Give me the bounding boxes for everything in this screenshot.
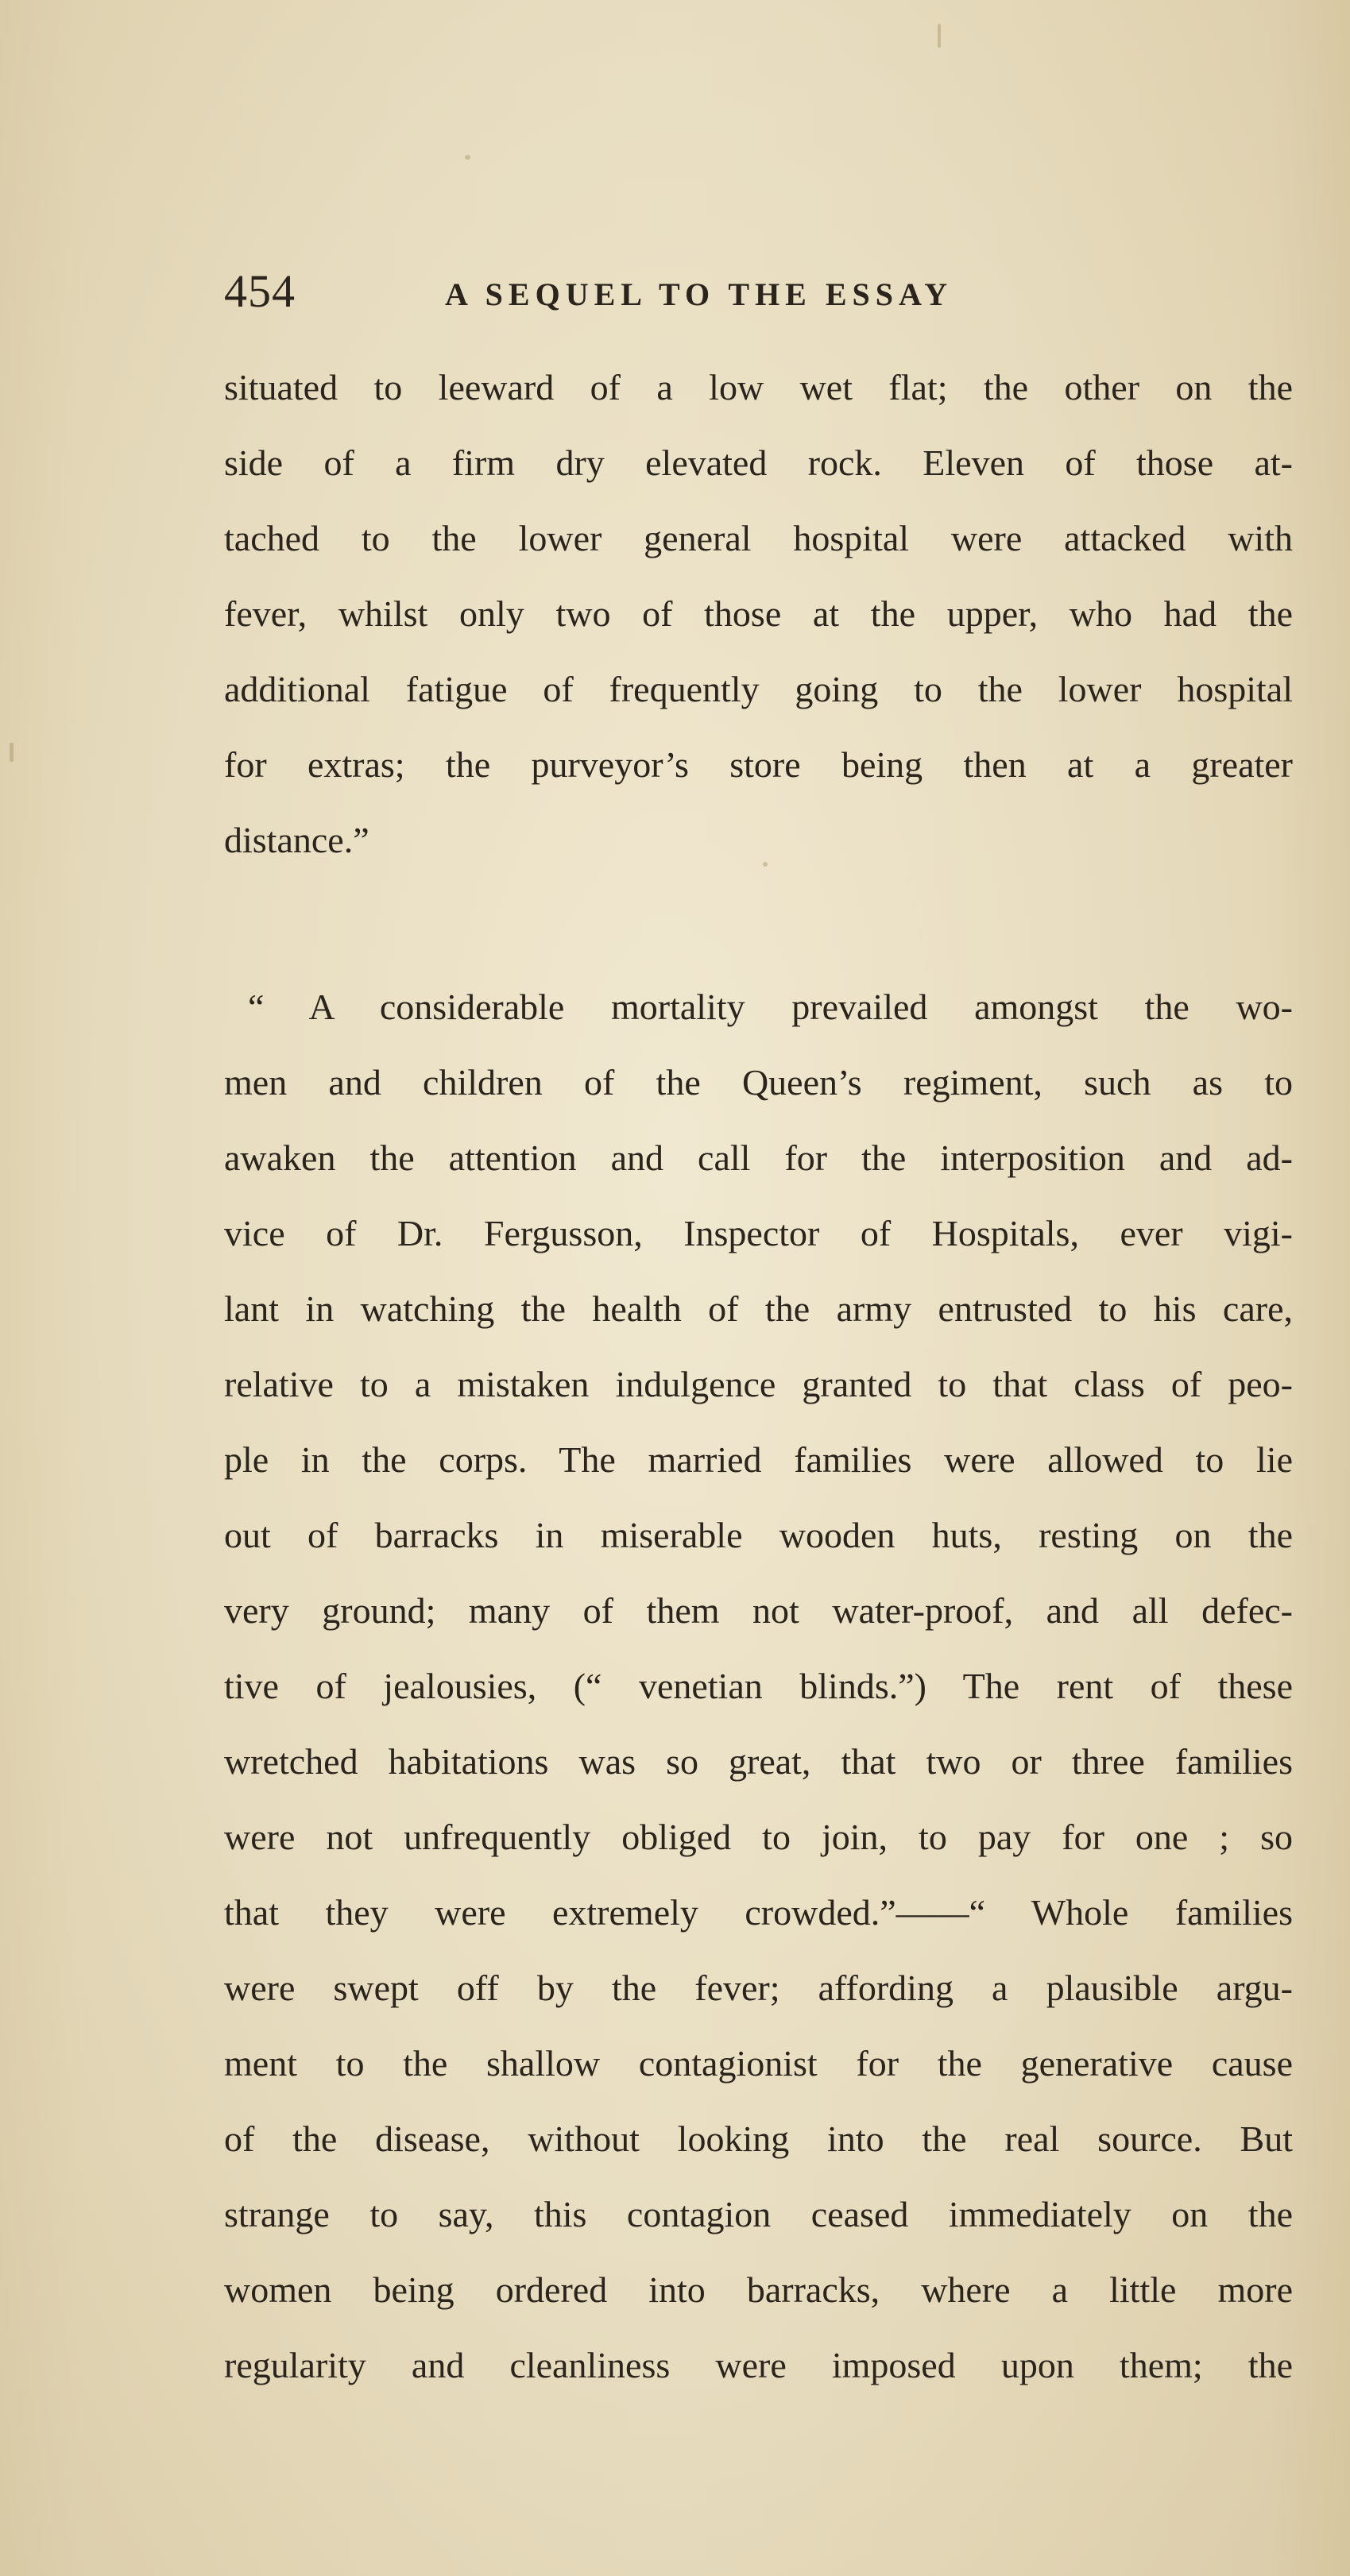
text-line: tached to the lower general hospital were attacked with xyxy=(224,518,1293,558)
text-line: ple in the corps. The married families were allowed to lie xyxy=(224,1439,1293,1480)
page-number: 454 xyxy=(224,265,296,317)
text-line: awaken the attention and call for the interposition and ad- xyxy=(224,1137,1293,1178)
text-line: of the disease, without looking into the real source. But xyxy=(224,2118,1293,2159)
paper-speck xyxy=(10,743,14,762)
text-line: for extras; the purveyor’s store being then at a greater xyxy=(224,744,1293,785)
text-line: very ground; many of them not water-proof, and all defec- xyxy=(224,1590,1293,1631)
text-line: strange to say, this contagion ceased immediately on the xyxy=(224,2194,1293,2234)
text-line: that they were extremely crowded.”——“ Whole families xyxy=(224,1892,1293,1933)
paragraph-1 xyxy=(224,350,1293,878)
text-line: were swept off by the fever; affording a plausible argu- xyxy=(224,1968,1293,2008)
text-line: tive of jealousies, (“ venetian blinds.”) The rent of these xyxy=(224,1666,1293,1706)
text-line: situated to leeward of a low wet flat; the other on the xyxy=(224,367,1293,407)
text-line: wretched habitations was so great, that two or three families xyxy=(224,1741,1293,1782)
text-line: were not unfrequently obliged to join, to pay for one ; so xyxy=(224,1817,1293,1857)
text-line: lant in watching the health of the army entrusted to his care, xyxy=(224,1288,1293,1329)
paragraph-2 xyxy=(224,969,1293,2403)
running-head xyxy=(0,264,1350,319)
paper-speck xyxy=(938,24,941,48)
text-line: regularity and cleanliness were imposed upon them; the xyxy=(224,2345,1293,2385)
text-line: fever, whilst only two of those at the upper, who had the xyxy=(224,593,1293,634)
text-line: “ A considerable mortality prevailed amongst the wo- xyxy=(248,987,1293,1027)
text-line: out of barracks in miserable wooden huts, resting on the xyxy=(224,1515,1293,1555)
text-line: vice of Dr. Fergusson, Inspector of Hospitals, ever vigi- xyxy=(224,1213,1293,1253)
text-line: relative to a mistaken indulgence granted to that class of peo- xyxy=(224,1364,1293,1404)
paragraph-gap xyxy=(224,878,1293,969)
text-line: side of a firm dry elevated rock. Eleven of those at- xyxy=(224,442,1293,483)
paper-speck xyxy=(465,155,470,160)
body-text xyxy=(224,350,1293,2403)
text-line: distance.” xyxy=(224,820,369,860)
text-line: men and children of the Queen’s regiment, such as to xyxy=(224,1062,1293,1103)
text-line: ment to the shallow contagionist for the generative cause xyxy=(224,2043,1293,2084)
text-line: additional fatigue of frequently going to the lower hospital xyxy=(224,669,1293,709)
text-line: women being ordered into barracks, where a little more xyxy=(224,2269,1293,2310)
running-title: A SEQUEL TO THE ESSAY xyxy=(445,276,954,312)
